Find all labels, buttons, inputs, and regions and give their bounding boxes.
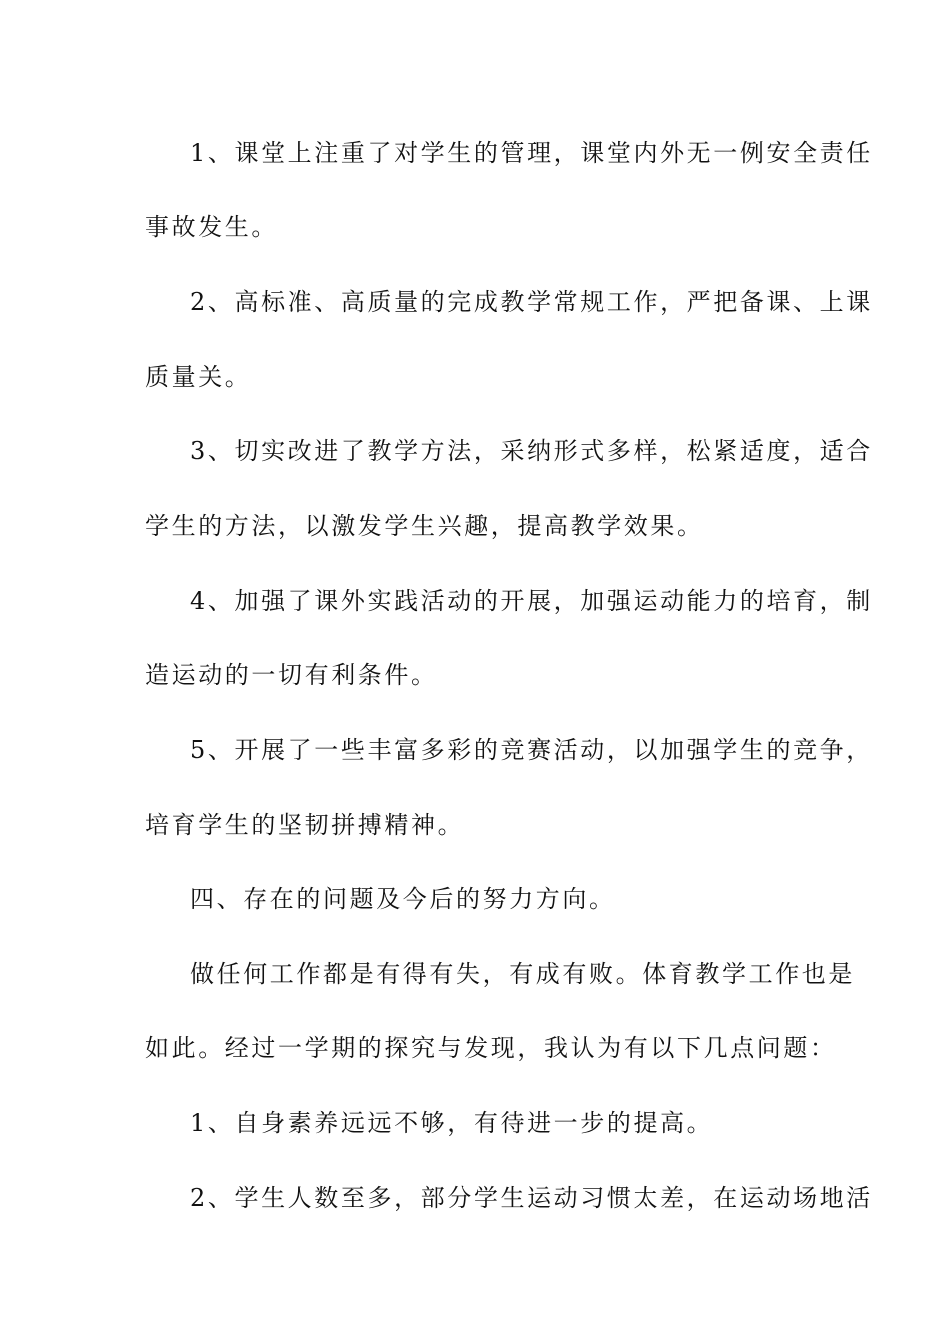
- text-line: 2、高标准、高质量的完成教学常规工作，严把备课、上课: [190, 288, 873, 316]
- text-line: 4、加强了课外实践活动的开展，加强运动能力的培育，制: [190, 587, 873, 615]
- text-line: 事故发生。: [145, 213, 278, 241]
- text-line: 造运动的一切有利条件。: [145, 661, 438, 689]
- text-line: 2、学生人数至多，部分学生运动习惯太差，在运动场地活: [190, 1184, 873, 1212]
- text-line: 1、自身素养远远不够，有待进一步的提高。: [190, 1109, 714, 1137]
- text-line: 做任何工作都是有得有失，有成有败。体育教学工作也是: [190, 960, 855, 988]
- text-line: 3、切实改进了教学方法，采纳形式多样，松紧适度，适合: [190, 437, 873, 465]
- text-line: 质量关。: [145, 363, 252, 391]
- text-line: 培育学生的坚韧拼搏精神。: [145, 811, 465, 839]
- text-line: 1、课堂上注重了对学生的管理，课堂内外无一例安全责任: [190, 139, 873, 167]
- text-line: 如此。经过一学期的探究与发现，我认为有以下几点问题：: [145, 1034, 837, 1062]
- text-line: 学生的方法，以激发学生兴趣，提高教学效果。: [145, 512, 704, 540]
- text-line: 5、开展了一些丰富多彩的竞赛活动，以加强学生的竞争，: [190, 736, 873, 764]
- section-heading: 四、存在的问题及今后的努力方向。: [190, 885, 616, 913]
